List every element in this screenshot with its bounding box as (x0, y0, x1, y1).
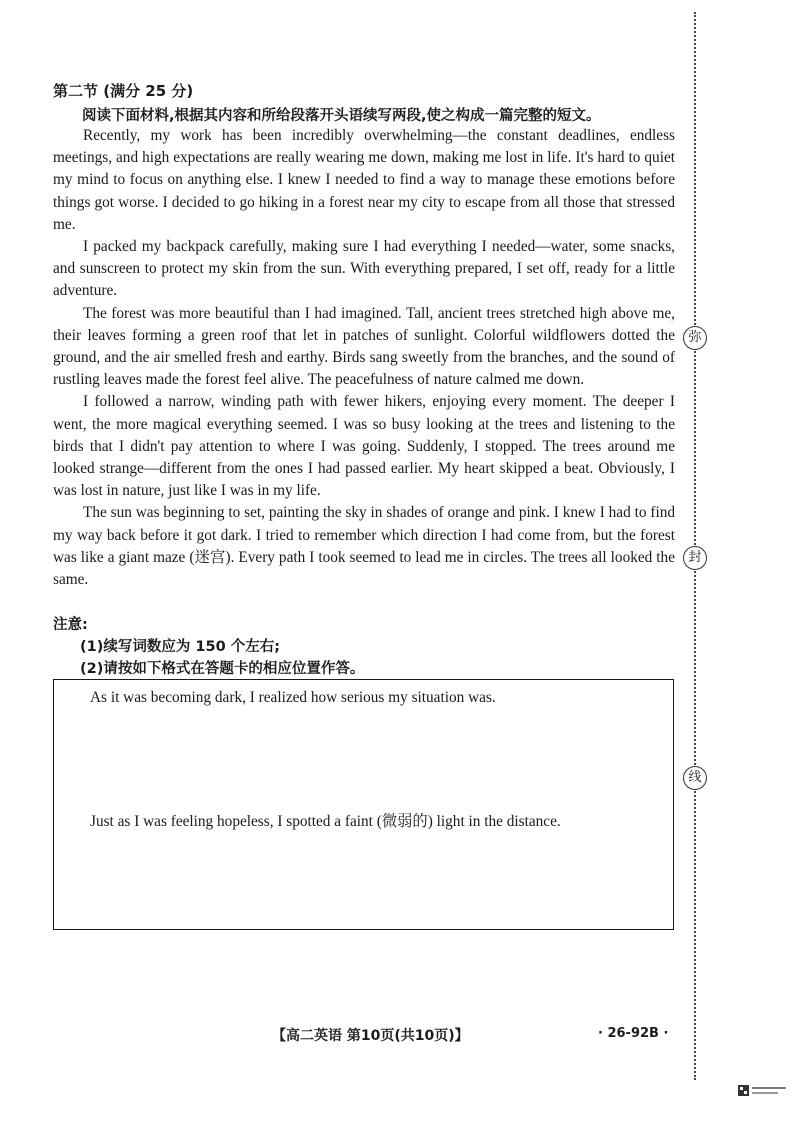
task-instruction: 阅读下面材料,根据其内容和所给段落开头语续写两段,使之构成一篇完整的短文。 (82, 108, 601, 124)
passage-paragraph-1: Recently, my work has been incredibly overwhelming—the constant deadlines, endless meetings, and high expectations are really wearing me down, making me lost in life. It's hard to quiet my mind to focus on anything else. I knew I needed to find a way to manage these emotions before things got worse. I decided to go hiking in a forest near my city to escape from all those that stressed me. (53, 127, 675, 233)
section-title: 第二节 (满分 25 分) (53, 82, 194, 100)
note-item-2: (2)请按如下格式在答题卡的相应位置作答。 (80, 661, 365, 677)
passage-paragraph-5: The sun was beginning to set, painting the sky in shades of orange and pink. I knew I had to find my way back before it got dark. I tried to remember which direction I had come from, but the forest was like a giant maze (迷宫). Every path I took seemed to lead me in circles. The trees all looked the same. (53, 504, 675, 589)
footer-paper-code: · 26-92B · (598, 1026, 669, 1041)
paragraph-opener-1: As it was becoming dark, I realized how serious my situation was. (90, 689, 496, 706)
passage-paragraph-4: I followed a narrow, winding path with fewer hikers, enjoying every moment. The deeper I went, the more magical everything seemed. I was so busy looking at the trees and listening to the birds that I didn't pay attention to where I was going. Suddenly, I stopped. The trees around me looked strange—different from the ones I had passed earlier. My heart skipped a beat. Obviously, I was lost in nature, just like I was in my life. (53, 393, 675, 500)
footer-page-title: 【高二英语 第10页(共10页)】 (272, 1028, 469, 1044)
passage-paragraph-3: The forest was more beautiful than I had imagined. Tall, ancient trees stretched high above me, their leaves forming a green roof that let in patches of sunlight. Colorful wildflowers dotted the ground, and the air smelled fresh and earthy. Birds sang sweetly from the branches, and the sound of rustling leaves made the forest feel alive. The peacefulness of nature calmed me down. (53, 304, 675, 389)
scanner-watermark-icon (738, 1084, 788, 1098)
reading-passage (53, 125, 675, 591)
seal-mark-mi: 弥 (683, 326, 707, 350)
paragraph-opener-2: Just as I was feeling hopeless, I spotted a faint (微弱的) light in the distance. (90, 813, 561, 830)
note-item-1: (1)续写词数应为 150 个左右; (80, 639, 281, 655)
seal-mark-feng: 封 (683, 546, 707, 570)
notes-heading: 注意: (53, 617, 88, 633)
passage-paragraph-2: I packed my backpack carefully, making sure I had everything I needed—water, some snacks, and sunscreen to protect my skin from the sun. With everything prepared, I set off, ready for a little adventure. (53, 238, 675, 300)
answer-box[interactable] (53, 679, 674, 930)
seal-mark-xian: 线 (683, 766, 707, 790)
notes-section (53, 614, 675, 680)
